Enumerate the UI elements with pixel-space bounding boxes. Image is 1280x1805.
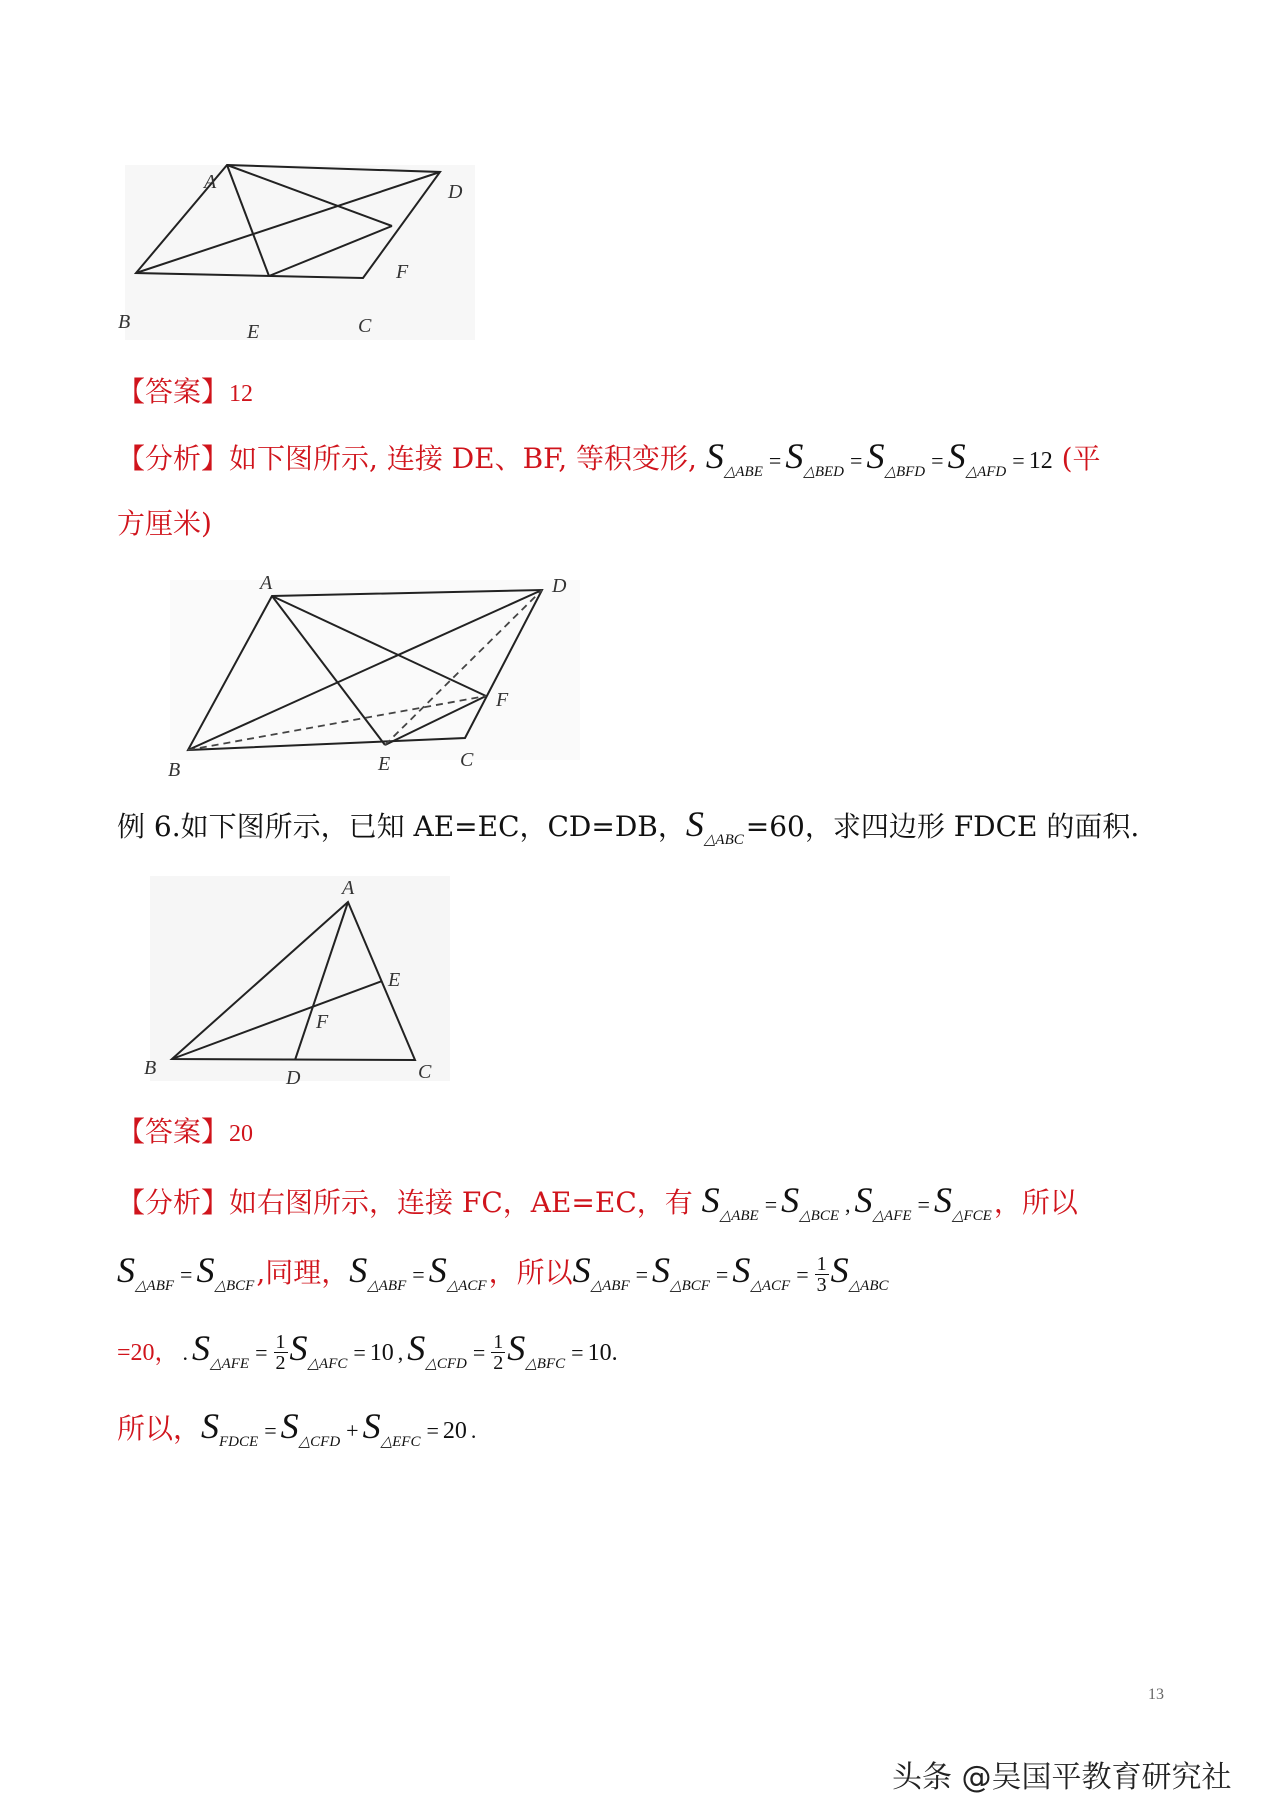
sub-cfd-2: △CFD (298, 1434, 341, 1450)
sub-cfd: △CFD (425, 1356, 467, 1372)
figure-parallelogram-1 (110, 160, 480, 350)
label-E: E (388, 969, 401, 991)
label-F: F (396, 261, 409, 283)
sub-acf-2: △ACF (750, 1278, 791, 1294)
sub-abc: △ABC (848, 1278, 889, 1294)
analysis-1-result: 12 (1028, 448, 1053, 474)
analysis-1-sub-0: △ABE (723, 464, 763, 480)
analysis-1-bracket: 【分析】 (117, 442, 230, 475)
analysis-2-bracket: 【分析】 (117, 1186, 230, 1219)
analysis-1-unit-open: (平 (1061, 442, 1101, 475)
analysis-2-so: ，所以 (488, 1256, 573, 1289)
fraction-half-1: $\frac{1}{2}$ (275, 1331, 286, 1374)
sub-afe-2: △AFE (210, 1356, 250, 1372)
answer-1-value: 12 (229, 381, 254, 407)
label-F: F (316, 1011, 329, 1033)
analysis-2-line-3-start: =20， (117, 1340, 179, 1366)
analysis-1-sub-3: △AFD (965, 464, 1007, 480)
figure-triangle (140, 876, 450, 1086)
analysis-1-text: 如下图所示, 连接 DE、BF, 等积变形, (229, 442, 697, 475)
analysis-1-unit-close: 方厘米) (117, 507, 212, 540)
analysis-2-line-1-end: ，所以 (993, 1186, 1078, 1219)
analysis-1-line-2 (117, 504, 212, 544)
analysis-2-same: ,同理， (256, 1256, 350, 1289)
fraction-half-2: $\frac{1}{2}$ (493, 1331, 504, 1374)
label-B: B (144, 1057, 157, 1079)
sub-fce: △FCE (951, 1208, 992, 1224)
label-C: C (418, 1061, 432, 1083)
answer-2-value: 20 (229, 1121, 254, 1147)
sub-bce: △BCE (799, 1208, 839, 1224)
label-B: B (168, 759, 181, 780)
analysis-2-line-2: $S_{\triangle ABF} = S_{\triangle BCF}$,同理，$S_{\triangle ABF} = S_{\triangle ACF}$，所以$S_{\triangle ABF} = S_{\triangle BCF} = S_{\triangle ACF}$ = $\frac{1}{3}$ $S_{\triangle ABC}$ (117, 1250, 889, 1296)
answer-2-bracket: 【答案】 (117, 1115, 230, 1148)
example-6-text-before: 例 6.如下图所示，已知 AE=EC，CD=DB， (117, 810, 686, 843)
sub-bfc: △BFC (525, 1356, 566, 1372)
analysis-2-line-4: 所以，$S_{FDCE} = S_{\triangle CFD} + S_{\triangle EFC} = 20$ . (117, 1406, 477, 1450)
example-6: 例 6.如下图所示，已知 AE=EC，CD=DB，$S_{\triangle ABC}=60$，求四边形 FDCE 的面积. (117, 804, 1140, 848)
watermark: 头条 @吴国平教育研究社 (892, 1760, 1232, 1795)
analysis-2-line-1: 【分析】如右图所示，连接 FC，AE=EC，有 $S_{\triangle ABE} = S_{\triangle BCE}$ , $S_{\triangle AFE} = S_{\triangle FCE}$，所以 (117, 1180, 1078, 1224)
sub-abf: △ABF (135, 1278, 175, 1294)
value-10-a: 10 (369, 1340, 394, 1366)
label-E: E (247, 321, 260, 343)
answer-2 (117, 1112, 253, 1154)
sub-abf-2: △ABF (367, 1278, 407, 1294)
label-B: B (118, 311, 131, 333)
sub-efc: △EFC (380, 1434, 421, 1450)
analysis-2-line-4-start: 所以， (117, 1412, 202, 1445)
label-A: A (204, 171, 217, 193)
sub-acf: △ACF (446, 1278, 487, 1294)
label-F: F (496, 689, 509, 711)
label-D: D (286, 1067, 301, 1086)
analysis-2-line-1-text: 如右图所示，连接 FC，AE=EC，有 (229, 1186, 693, 1219)
example-6-text-after: =60，求四边形 FDCE 的面积. (745, 810, 1140, 843)
value-10-b: 10. (587, 1340, 618, 1366)
analysis-1-line-1: 【分析】如下图所示, 连接 DE、BF, 等积变形, $S_{\triangle ABE} = S_{\triangle BED} = S_{\triangle BFD} = S_{\triangle AFD} = 12$ (平 (117, 436, 1101, 480)
label-D: D (448, 181, 463, 203)
analysis-1-sub-2: △BFD (884, 464, 926, 480)
example-6-sub: △ABC (703, 832, 744, 848)
label-E: E (378, 753, 391, 775)
sub-abf-3: △ABF (590, 1278, 630, 1294)
sub-afe: △AFE (872, 1208, 912, 1224)
sub-afc: △AFC (307, 1356, 348, 1372)
label-D: D (552, 575, 567, 597)
answer-1 (117, 372, 253, 414)
sub-bcf-2: △BCF (670, 1278, 710, 1294)
analysis-2-line-3: =20， . $S_{\triangle AFE}$ = $\frac{1}{2}$ $S_{\triangle AFC} = 10$ , $S_{\triangle CFD}$ = $\frac{1}{2}$ $S_{\triangle BFC} = 10$. (117, 1328, 618, 1374)
sub-bcf: △BCF (214, 1278, 255, 1294)
label-A: A (260, 572, 273, 594)
page-number: 13 (1148, 1686, 1164, 1703)
figure-parallelogram-2 (160, 570, 580, 780)
value-20: 20 (442, 1418, 467, 1444)
fraction-one-third: $\frac{1}{3}$ (816, 1253, 827, 1296)
sub-fdce: FDCE (219, 1434, 259, 1450)
analysis-1-sub-1: △BED (803, 464, 845, 480)
sub-abe: △ABE (719, 1208, 759, 1224)
label-A: A (342, 877, 355, 899)
answer-1-bracket: 【答案】 (117, 375, 230, 408)
label-C: C (358, 315, 372, 337)
label-C: C (460, 749, 474, 771)
